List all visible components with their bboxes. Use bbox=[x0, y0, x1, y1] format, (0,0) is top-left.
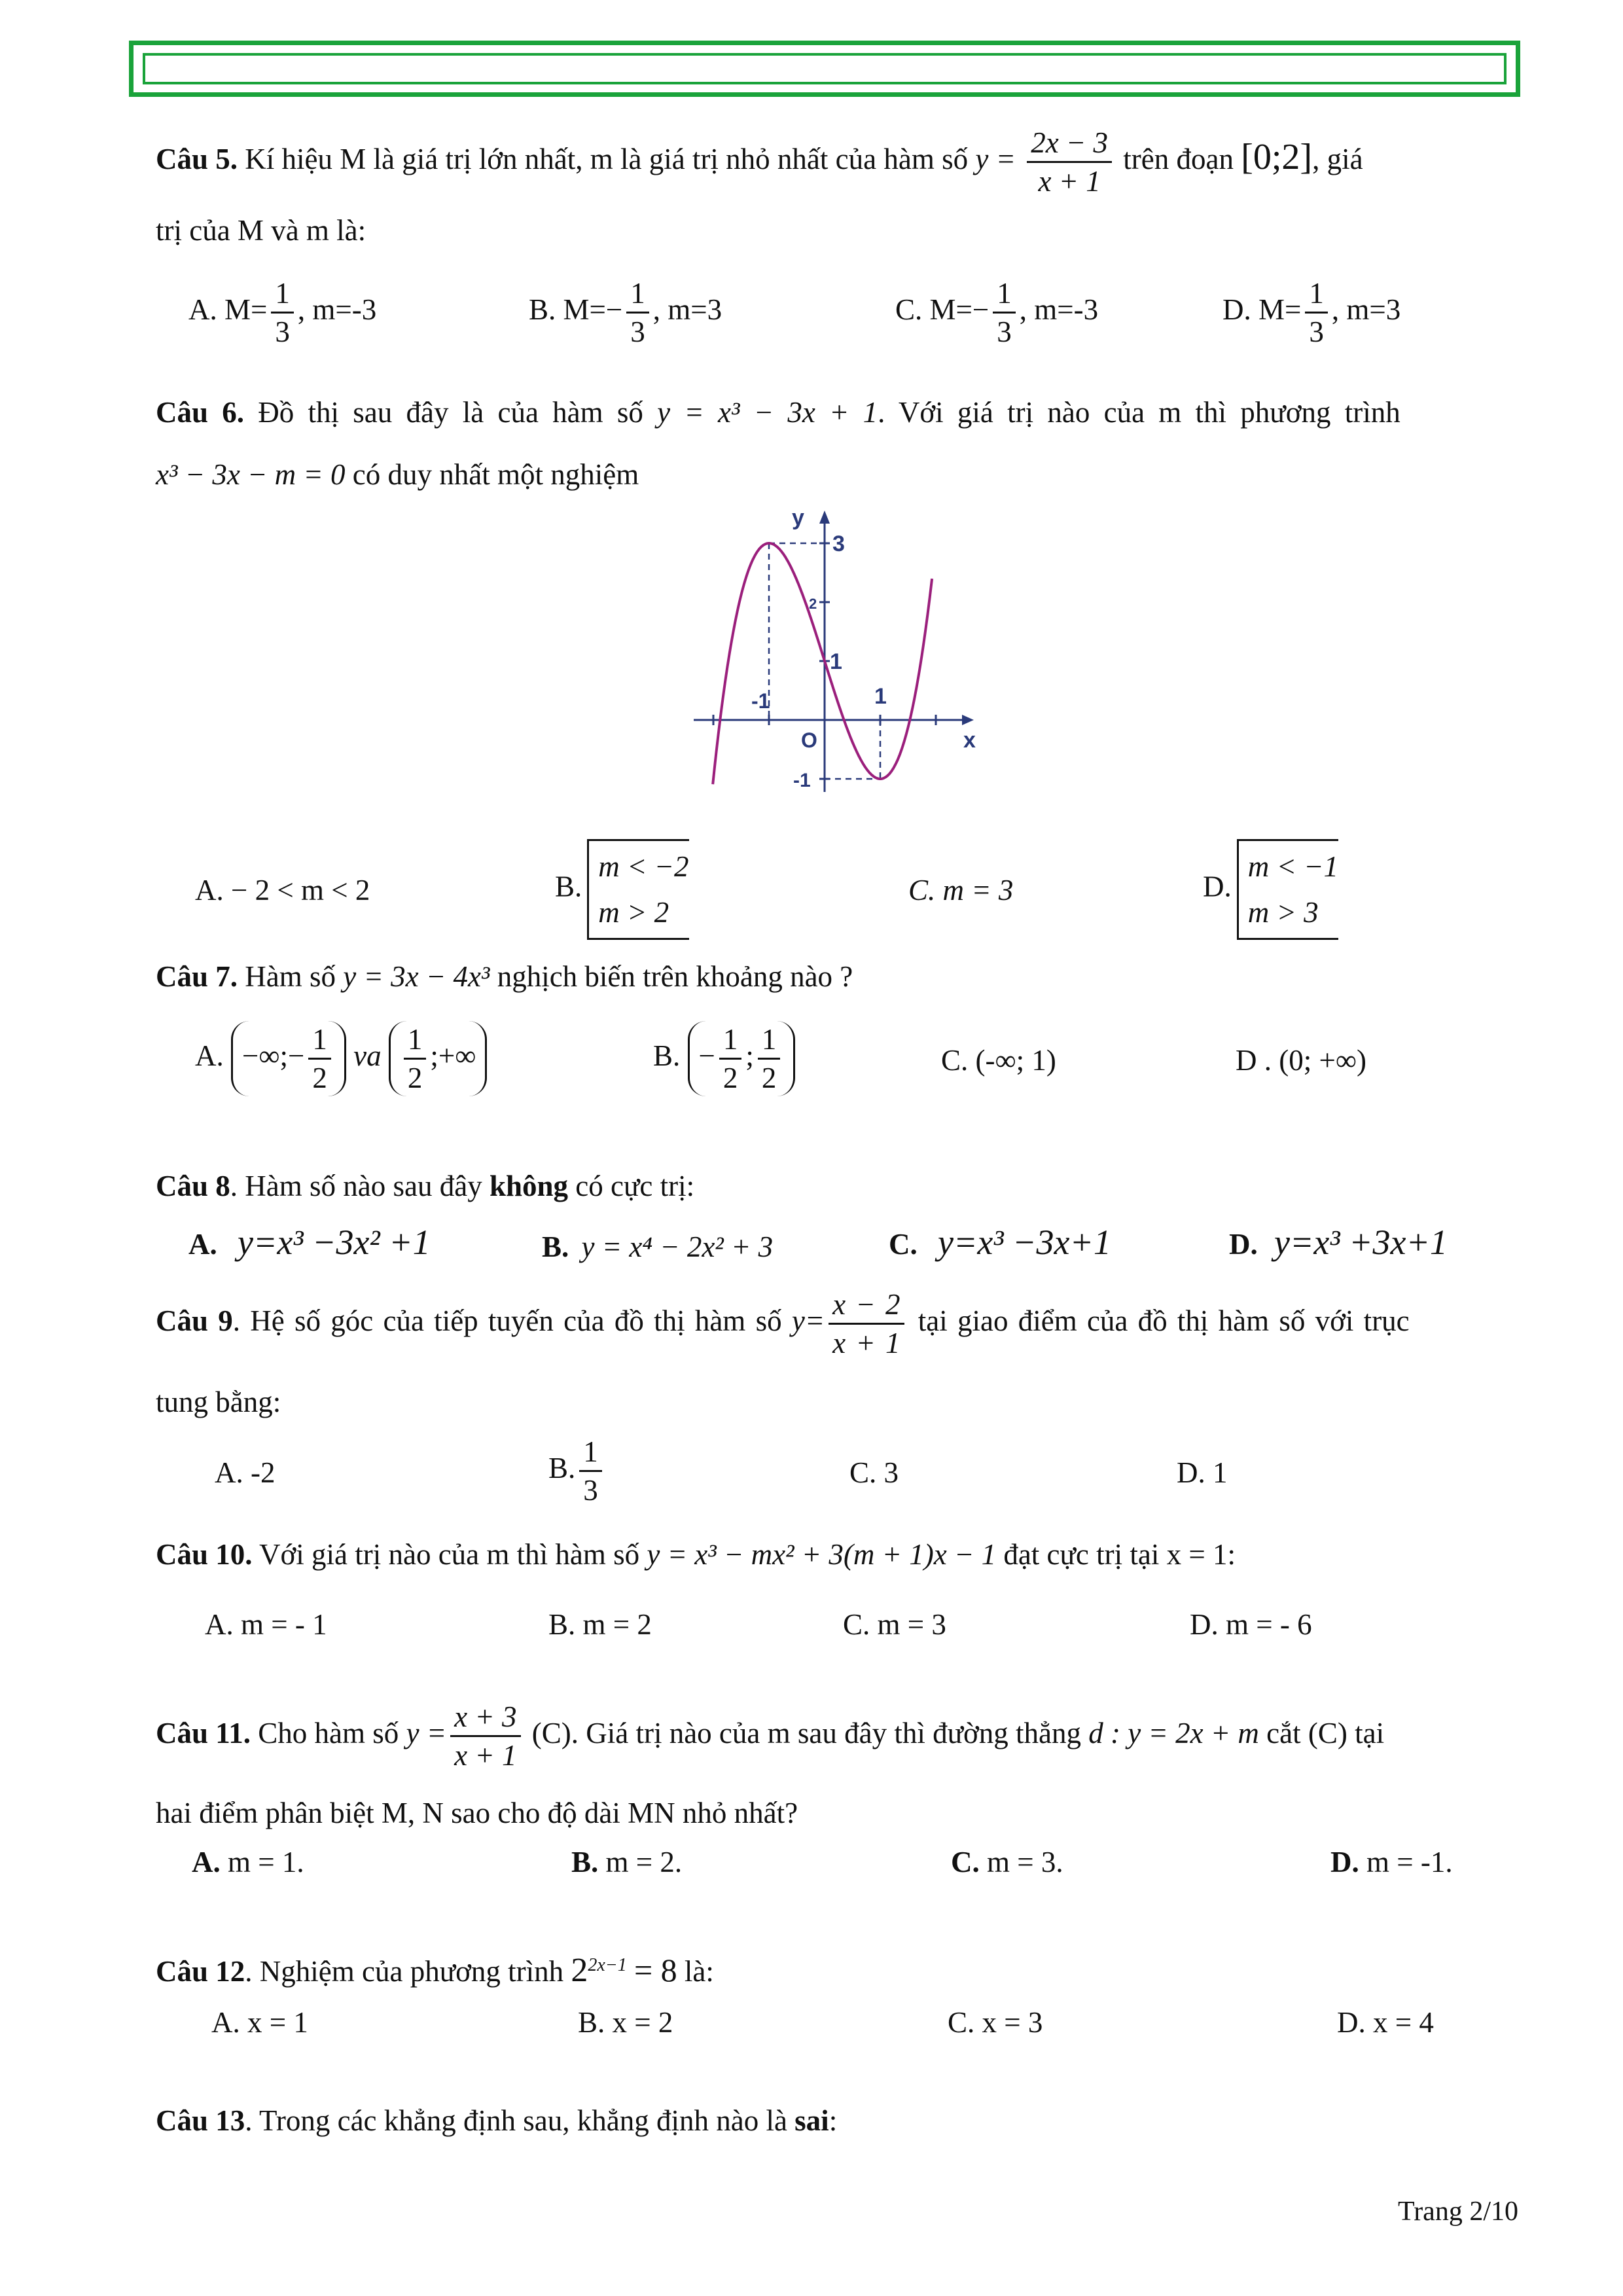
q7-opt-a-frac-2 bbox=[404, 1021, 427, 1096]
q6-option-d[interactable] bbox=[1203, 839, 1338, 940]
q9-opt-b-label: B. bbox=[548, 1451, 576, 1484]
q8-opt-a-label: A. bbox=[188, 1228, 217, 1261]
q9-text-b: tại giao điểm của đồ thị hàm số với trục bbox=[918, 1304, 1410, 1337]
q12-label: Câu 12 bbox=[156, 1955, 245, 1988]
q7-opt-b-frac-2-den: 2 bbox=[761, 1062, 777, 1094]
q7-opt-b-sign: − bbox=[698, 1039, 715, 1072]
graph-label-y3: 3 bbox=[832, 531, 845, 556]
q5-opt-c-den: 3 bbox=[997, 315, 1012, 348]
q7-opt-a-p1-pre: −∞;− bbox=[242, 1039, 305, 1072]
q5-opt-b-num: 1 bbox=[626, 275, 649, 314]
q7-opt-a-interval-1 bbox=[231, 1021, 346, 1096]
q11-opt-b-label: B. bbox=[571, 1846, 599, 1878]
q11-option-d[interactable] bbox=[1330, 1842, 1453, 1882]
q7-opt-a-frac-1-num: 1 bbox=[308, 1021, 331, 1060]
q9-text-a: . Hệ số góc của tiếp tuyến của đồ thị hàm số bbox=[232, 1304, 782, 1337]
cubic-curve bbox=[713, 543, 932, 784]
q8-opt-b-label: B. bbox=[542, 1230, 569, 1263]
q7-opt-b-frac-2-num: 1 bbox=[758, 1021, 781, 1060]
q6-opt-b-bracket bbox=[587, 839, 688, 940]
q11-opt-d-value: m = -1. bbox=[1366, 1846, 1453, 1878]
q12-text-a: . Nghiệm của phương trình bbox=[245, 1955, 564, 1988]
graph-label-x: x bbox=[963, 728, 976, 753]
q7-opt-b-sep: ; bbox=[745, 1039, 754, 1072]
q12-option-d[interactable]: D. x = 4 bbox=[1337, 2006, 1434, 2039]
q8-option-d[interactable] bbox=[1229, 1223, 1448, 1264]
q5-opt-b-den: 3 bbox=[630, 315, 645, 348]
q7-opt-b-frac-2 bbox=[758, 1021, 781, 1096]
q7-text-a: Hàm số bbox=[245, 960, 336, 993]
q11-frac-num: x + 3 bbox=[450, 1698, 520, 1737]
q10-func: y = x³ − mx² + 3(m + 1)x − 1 bbox=[647, 1538, 997, 1571]
q9-option-c[interactable]: C. 3 bbox=[849, 1456, 899, 1489]
q6-opt-d-line-1: m < −1 bbox=[1247, 850, 1338, 883]
q11-frac-den: x + 1 bbox=[454, 1739, 517, 1772]
q5-text-d: trị của M và m là: bbox=[156, 214, 366, 247]
q12-base: 2 bbox=[571, 1952, 588, 1989]
q7-opt-b-frac-1-num: 1 bbox=[719, 1021, 742, 1060]
question-10 bbox=[156, 1535, 1517, 1574]
q5-opt-b-pre: B. M= bbox=[529, 293, 606, 326]
q11-opt-b-value: m = 2. bbox=[605, 1846, 683, 1878]
y-axis-arrow bbox=[819, 511, 830, 524]
q8-option-c[interactable] bbox=[889, 1223, 1111, 1264]
q7-opt-a-frac-2-den: 2 bbox=[407, 1062, 423, 1094]
q11-label: Câu 11. bbox=[156, 1716, 251, 1749]
q13-text-a: . Trong các khẳng định sau, khẳng định nào là bbox=[245, 2104, 787, 2137]
q8-opt-d-label: D. bbox=[1229, 1228, 1258, 1261]
q8-bold-word: không bbox=[489, 1170, 569, 1202]
q5-opt-b-post: , m=3 bbox=[652, 293, 722, 326]
q6-line-2 bbox=[156, 455, 1517, 494]
q8-opt-d-expr: y=x³ +3x+1 bbox=[1274, 1223, 1448, 1262]
q7-option-d[interactable]: D . (0; +∞) bbox=[1236, 1044, 1366, 1077]
q7-opt-b-interval bbox=[688, 1021, 796, 1096]
q5-opt-d-den: 3 bbox=[1309, 315, 1324, 348]
q5-option-a[interactable] bbox=[188, 275, 376, 350]
q6-opt-b-label: B. bbox=[555, 870, 582, 903]
page-number: Trang 2/10 bbox=[1398, 2197, 1518, 2227]
q6-option-a[interactable]: A. − 2 < m < 2 bbox=[195, 874, 370, 906]
graph-label-xneg1: -1 bbox=[751, 689, 770, 713]
q7-opt-a-frac-2-num: 1 bbox=[404, 1021, 427, 1060]
q5-opt-a-den: 3 bbox=[275, 315, 290, 348]
q5-y-eq: y = bbox=[975, 142, 1016, 175]
q5-opt-c-frac bbox=[993, 275, 1016, 350]
q10-option-a[interactable]: A. m = - 1 bbox=[205, 1608, 327, 1641]
q9-option-b[interactable] bbox=[548, 1433, 606, 1509]
q5-opt-c-post: , m=-3 bbox=[1019, 293, 1099, 326]
q9-label: Câu 9 bbox=[156, 1304, 233, 1337]
q6-opt-d-bracket bbox=[1237, 839, 1338, 940]
q9-fraction bbox=[829, 1286, 904, 1361]
q11-fraction bbox=[450, 1698, 520, 1774]
q12-rhs: = 8 bbox=[633, 1952, 677, 1988]
question-9 bbox=[156, 1286, 1517, 1361]
q5-opt-c-pre: C. M= bbox=[895, 293, 972, 326]
q10-option-b[interactable]: B. m = 2 bbox=[548, 1608, 652, 1641]
q6-opt-b-line-2: m > 2 bbox=[598, 896, 669, 929]
q5-text-b: trên đoạn bbox=[1123, 142, 1234, 175]
q11-opt-c-label: C. bbox=[951, 1846, 980, 1878]
q5-option-b[interactable] bbox=[529, 275, 722, 350]
q13-bold-word: sai bbox=[794, 2104, 829, 2137]
q12-exponent: 2x−1 bbox=[588, 1955, 627, 1975]
q10-text-b: đạt cực trị tại x = 1: bbox=[1003, 1538, 1236, 1571]
q5-opt-a-num: 1 bbox=[271, 275, 294, 314]
graph-label-x1: 1 bbox=[874, 684, 887, 709]
q6-label: Câu 6. bbox=[156, 396, 245, 429]
q7-opt-a-interval-2 bbox=[389, 1021, 487, 1096]
q11-option-c[interactable] bbox=[951, 1842, 1063, 1882]
q6-option-b[interactable] bbox=[555, 839, 689, 940]
q11-option-a[interactable] bbox=[192, 1842, 304, 1882]
q5-opt-c-num: 1 bbox=[993, 275, 1016, 314]
q13-text-b: : bbox=[829, 2104, 838, 2137]
q5-text-a: Kí hiệu M là giá trị lớn nhất, m là giá trị nhỏ nhất của hàm số bbox=[245, 142, 969, 175]
q7-opt-a-va: va bbox=[353, 1039, 382, 1072]
q12-option-c[interactable]: C. x = 3 bbox=[948, 2006, 1043, 2039]
q8-opt-a-expr: y=x³ −3x² +1 bbox=[238, 1223, 431, 1262]
q5-fraction bbox=[1027, 124, 1112, 200]
question-11 bbox=[156, 1698, 1517, 1774]
q9-text-c: tung bằng: bbox=[156, 1386, 281, 1418]
q11-text-c: cắt (C) tại bbox=[1266, 1716, 1385, 1749]
q7-text-b: nghịch biến trên khoảng nào ? bbox=[497, 960, 853, 993]
q6-opt-b-line-1: m < −2 bbox=[598, 850, 689, 883]
q6-equation: x³ − 3x − m = 0 bbox=[156, 458, 346, 491]
q11-opt-d-label: D. bbox=[1330, 1846, 1359, 1878]
graph-label-yneg1: -1 bbox=[793, 770, 811, 791]
q5-frac-num: 2x − 3 bbox=[1027, 124, 1112, 163]
q11-line: d : y = 2x + m bbox=[1088, 1716, 1259, 1749]
q5-opt-b-sign: − bbox=[605, 293, 623, 326]
graph-label-y: y bbox=[792, 505, 804, 530]
q7-option-c[interactable]: C. (-∞; 1) bbox=[941, 1044, 1056, 1077]
q7-opt-b-label: B. bbox=[653, 1039, 681, 1072]
q5-frac-den: x + 1 bbox=[1038, 165, 1101, 198]
q8-opt-c-label: C. bbox=[889, 1228, 918, 1261]
q9-opt-b-den: 3 bbox=[583, 1474, 598, 1507]
q8-label: Câu 8 bbox=[156, 1170, 230, 1202]
q5-text-c: , giá bbox=[1312, 142, 1363, 175]
q9-frac-den: x + 1 bbox=[832, 1327, 901, 1359]
header-frame bbox=[129, 41, 1520, 97]
q10-option-c[interactable]: C. m = 3 bbox=[843, 1608, 946, 1641]
graph-label-y1: 1 bbox=[830, 649, 842, 674]
q9-opt-b-frac bbox=[579, 1433, 602, 1509]
q6-opt-d-line-2: m > 3 bbox=[1247, 896, 1319, 929]
q11-y-eq: y = bbox=[406, 1716, 447, 1749]
q13-label: Câu 13 bbox=[156, 2104, 245, 2137]
q11-text-a: Cho hàm số bbox=[258, 1716, 399, 1749]
q5-option-d[interactable] bbox=[1222, 275, 1400, 350]
q11-opt-a-value: m = 1. bbox=[228, 1846, 304, 1878]
q11-text-b: (C). Giá trị nào của m sau đây thì đường thẳng bbox=[531, 1716, 1081, 1749]
q6-text-b: . Với giá trị nào của m thì phương trình bbox=[878, 396, 1400, 429]
question-13 bbox=[156, 2101, 1517, 2140]
q10-label: Câu 10. bbox=[156, 1538, 253, 1571]
graph-label-origin: O bbox=[801, 728, 817, 752]
q9-option-d[interactable]: D. 1 bbox=[1177, 1456, 1228, 1489]
q5-opt-a-pre: A. M= bbox=[188, 293, 268, 326]
question-7 bbox=[156, 957, 1517, 996]
q6-text-a: Đồ thị sau đây là của hàm số bbox=[258, 396, 643, 429]
x-axis-arrow bbox=[962, 715, 974, 725]
q12-option-b[interactable]: B. x = 2 bbox=[578, 2006, 673, 2039]
q7-option-b[interactable] bbox=[653, 1021, 795, 1096]
q5-opt-c-sign: − bbox=[972, 293, 990, 326]
q5-interval: [0;2] bbox=[1241, 136, 1313, 177]
q7-label: Câu 7. bbox=[156, 960, 238, 993]
q7-opt-b-frac-1 bbox=[719, 1021, 742, 1096]
q6-graph bbox=[681, 504, 982, 792]
q5-opt-b-frac bbox=[626, 275, 649, 350]
q6-text-c: có duy nhất một nghiệm bbox=[352, 458, 639, 491]
q7-opt-a-p2-post: ;+∞ bbox=[430, 1039, 476, 1072]
question-6 bbox=[156, 393, 1517, 432]
q6-opt-d-label: D. bbox=[1203, 870, 1232, 903]
q10-text-a: Với giá trị nào của m thì hàm số bbox=[259, 1538, 640, 1571]
question-8 bbox=[156, 1166, 1517, 1206]
question-12 bbox=[156, 1950, 1517, 1991]
header-frame-inner bbox=[143, 53, 1507, 84]
q11-opt-c-value: m = 3. bbox=[987, 1846, 1063, 1878]
q5-opt-d-frac bbox=[1305, 275, 1328, 350]
q9-opt-b-num: 1 bbox=[579, 1433, 602, 1472]
q5-opt-d-num: 1 bbox=[1305, 275, 1328, 314]
q6-func: y = x³ − 3x + 1 bbox=[657, 396, 878, 429]
q11-option-b[interactable] bbox=[571, 1842, 682, 1882]
q6-option-c[interactable]: C. m = 3 bbox=[908, 874, 1014, 906]
q7-opt-b-frac-1-den: 2 bbox=[722, 1062, 738, 1094]
q7-opt-a-frac-1-den: 2 bbox=[312, 1062, 327, 1094]
q8-option-a[interactable] bbox=[188, 1223, 431, 1264]
q9-y-eq: y= bbox=[791, 1304, 825, 1337]
q5-label: Câu 5. bbox=[156, 142, 238, 175]
q9-frac-num: x − 2 bbox=[829, 1286, 904, 1325]
q8-text-b: có cực trị: bbox=[575, 1170, 695, 1202]
q10-option-d[interactable]: D. m = - 6 bbox=[1190, 1608, 1312, 1641]
q7-opt-a-label: A. bbox=[195, 1039, 224, 1072]
q8-opt-b-expr: y = x⁴ − 2x² + 3 bbox=[581, 1230, 774, 1263]
q5-opt-d-post: , m=3 bbox=[1331, 293, 1401, 326]
q5-opt-a-frac bbox=[271, 275, 294, 350]
q7-option-a[interactable] bbox=[195, 1021, 487, 1096]
q5-opt-a-post: , m=-3 bbox=[297, 293, 377, 326]
q5-option-c[interactable] bbox=[895, 275, 1098, 350]
q11-opt-a-label: A. bbox=[192, 1846, 221, 1878]
q9-option-a[interactable]: A. -2 bbox=[215, 1456, 276, 1489]
q7-func: y = 3x − 4x³ bbox=[343, 960, 490, 993]
q8-text-a: . Hàm số nào sau đây bbox=[230, 1170, 482, 1202]
q8-opt-c-expr: y=x³ −3x+1 bbox=[938, 1223, 1111, 1262]
q7-opt-a-frac-1 bbox=[308, 1021, 331, 1096]
q5-opt-d-pre: D. M= bbox=[1222, 293, 1302, 326]
question-5 bbox=[156, 124, 1517, 200]
q12-option-a[interactable]: A. x = 1 bbox=[211, 2006, 308, 2039]
q8-option-b[interactable] bbox=[542, 1227, 773, 1266]
q11-text-d: hai điểm phân biệt M, N sao cho độ dài MN nhỏ nhất? bbox=[156, 1797, 798, 1829]
q12-text-b: là: bbox=[684, 1955, 714, 1988]
graph-label-y2: 2 bbox=[809, 596, 817, 612]
